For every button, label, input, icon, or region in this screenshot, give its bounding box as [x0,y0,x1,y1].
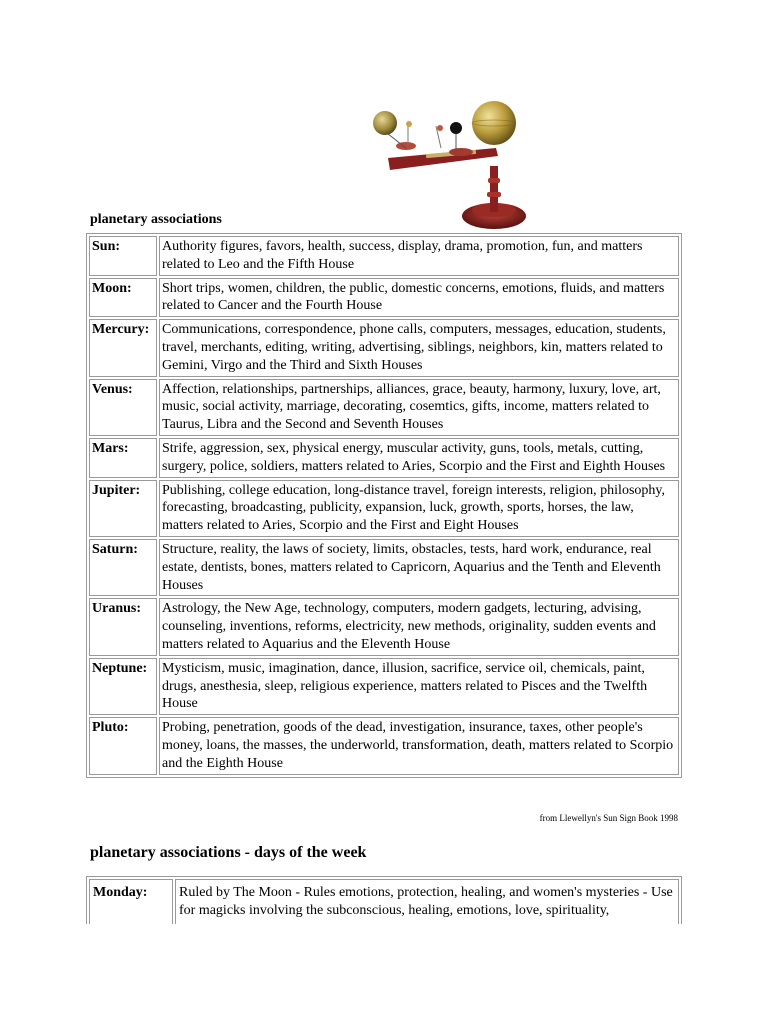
table-row [89,319,679,376]
orrery-illustration [366,96,536,232]
planet-associations: Structure, reality, the laws of society, limits, obstacles, tests, hard work, endurance, real estate, dentists, bones, matters related to Capricorn, Aquarius and the Tenth and Eleventh Houses [159,539,679,596]
planet-associations: Astrology, the New Age, technology, computers, modern gadgets, lecturing, advising, counseling, inventions, reforms, electricity, new methods, originality, sudden events and matters related to Aquarius and the Eleventh House [159,598,679,655]
source-citation: from Llewellyn's Sun Sign Book 1998 [539,813,678,823]
planet-name: Pluto: [89,717,157,774]
table-row [89,236,679,276]
planet-associations: Authority figures, favors, health, success, display, drama, promotion, fun, and matters related to Leo and the Fifth House [159,236,679,276]
planet-name: Jupiter: [89,480,157,537]
table-row [89,438,679,478]
planet-associations: Probing, penetration, goods of the dead, investigation, insurance, taxes, other people's money, loans, the masses, the underworld, transformation, death, matters related to Scorpio and the Eighth House [159,717,679,774]
planet-associations: Publishing, college education, long-distance travel, foreign interests, religion, philosophy, forecasting, broadcasting, publicity, expansion, luck, growth, sports, horses, the law, matters related to Aries, Scorpio and the First and Eight Houses [159,480,679,537]
table-row [89,717,679,774]
planet-associations: Short trips, women, children, the public, domestic concerns, emotions, fluids, and matters related to Cancer and the Fourth House [159,278,679,318]
day-name: Monday: [89,879,173,924]
day-associations: Ruled by The Moon - Rules emotions, protection, healing, and women's mysteries - Use for magicks involving the subconscious, healing, emotions, love, spirituality, [175,879,679,924]
planet-name: Saturn: [89,539,157,596]
planet-name: Moon: [89,278,157,318]
days-table-viewport [86,876,682,924]
table-row [89,379,679,436]
planet-name: Mars: [89,438,157,478]
table-row [89,480,679,537]
days-of-week-table [86,876,682,924]
table-row [89,598,679,655]
planet-associations: Strife, aggression, sex, physical energy, muscular activity, guns, tools, metals, cutting, surgery, police, soldiers, matters related to Aries, Scorpio and the First and Eighth Houses [159,438,679,478]
table-row [89,658,679,715]
planet-name: Venus: [89,379,157,436]
planet-name: Mercury: [89,319,157,376]
planet-associations: Mysticism, music, imagination, dance, illusion, sacrifice, service oil, chemicals, paint, drugs, anesthesia, sleep, religious experience, matters related to Pisces and the Twelfth House [159,658,679,715]
table-row [89,278,679,318]
table-row [89,879,679,924]
planet-name: Sun: [89,236,157,276]
section-title-days: planetary associations - days of the week [90,844,367,861]
planet-name: Uranus: [89,598,157,655]
planet-associations: Affection, relationships, partnerships, alliances, grace, beauty, harmony, luxury, love, art, music, social activity, marriage, decorating, cosemtics, gifts, income, matters related to Taurus, Libra and the Second and Seventh Houses [159,379,679,436]
planetary-associations-table [86,233,682,778]
section-title: planetary associations [90,212,222,227]
planet-name: Neptune: [89,658,157,715]
planet-associations: Communications, correspondence, phone calls, computers, messages, education, students, travel, merchants, editing, writing, advertising, siblings, neighbors, kin, matters related to Gemini, Virgo and the Third and Sixth Houses [159,319,679,376]
table-row [89,539,679,596]
